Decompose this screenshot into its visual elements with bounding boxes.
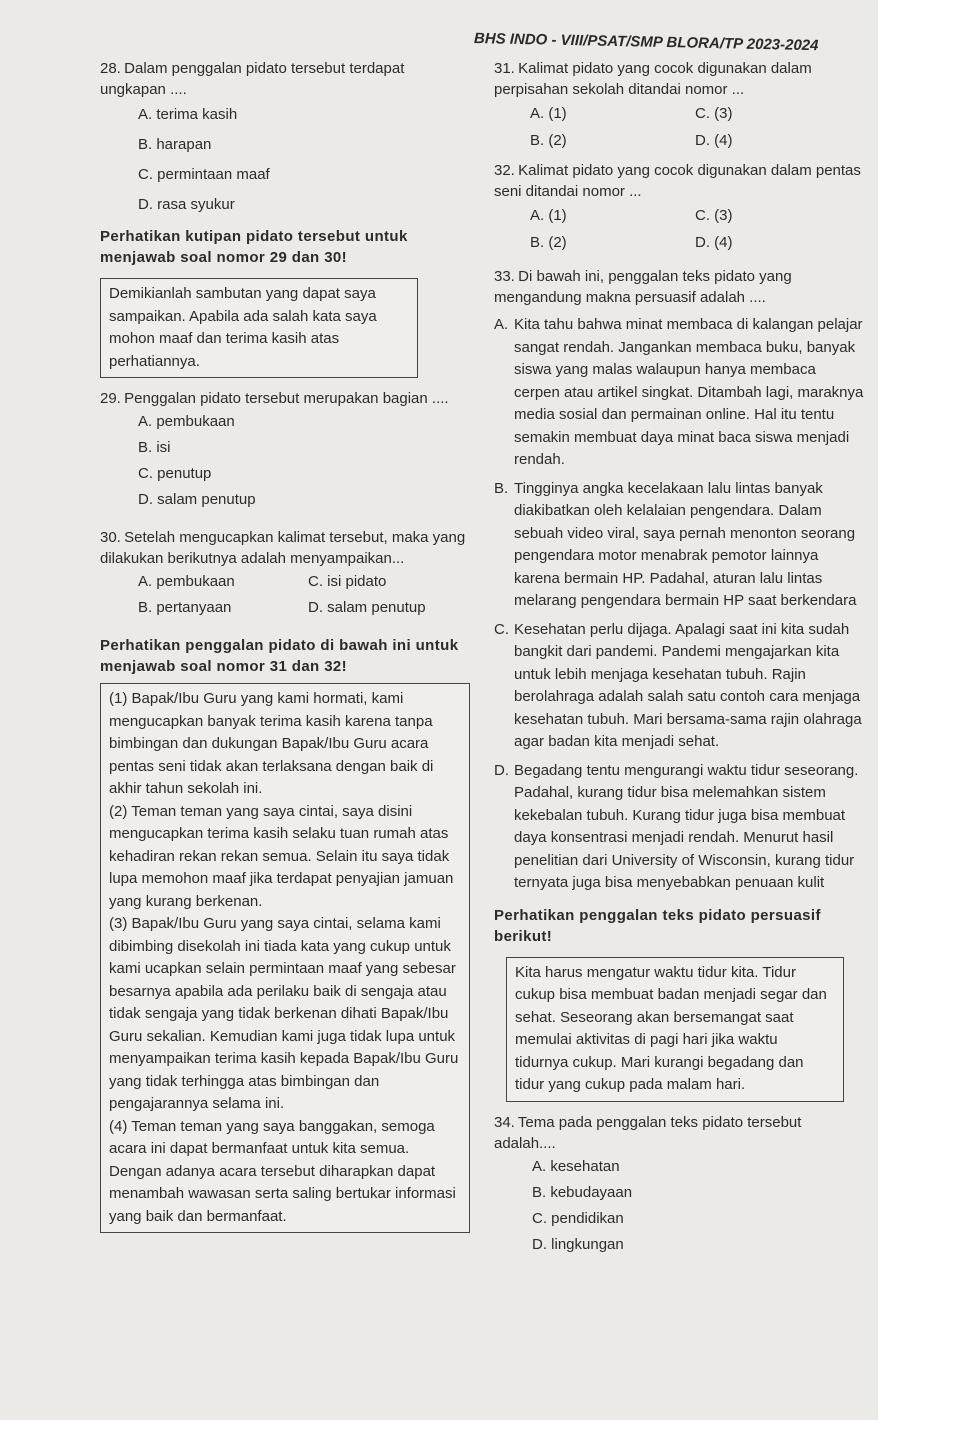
option-letter: B. (494, 479, 509, 497)
right-column (494, 58, 864, 1258)
option-b: B. (2) (530, 132, 567, 149)
option-text: Kita tahu bahwa minat membaca di kalangan pelajar sangat rendah. Jangankan membaca buku, banyak siswa yang malas walaupun hanya membaca cerpen atau artikel singkat. Ditambah lagi, maraknya media sosial dan permainan online. Hal itu tentu semakin membuat daya minat baca siswa menjadi rendah. (514, 316, 864, 468)
option-d: D. salam penutup (138, 491, 256, 508)
option-b: B. kebudayaan (532, 1183, 633, 1201)
question-text: Di bawah ini, penggalan teks pidato yang mengandung makna persuasif adalah .... (494, 268, 792, 306)
option-c: C. permintaan maaf (138, 166, 270, 183)
option-a: A. terima kasih (138, 106, 238, 123)
instruction-29-30: Perhatikan kutipan pidato tersebut untuk menjawab soal nomor 29 dan 30! (100, 228, 408, 266)
option-a: A. pembukaan (138, 573, 235, 590)
question-text: Penggalan pidato tersebut merupakan bagian .... (124, 390, 449, 407)
option-d: D. salam penutup (308, 599, 426, 616)
option-d (494, 760, 864, 895)
question-text: Tema pada penggalan teks pidato tersebut adalah.... (494, 1113, 802, 1152)
option-text: Begadang tentu mengurangi waktu tidur seseorang. Padahal, kurang tidur bisa melemahkan sistem kekebalan tubuh. Kurang tidur juga bisa membuat daya konsentrasi menjadi rendah. Menurut hasil penelitian dari University of Wisconsin, kurang tidur ternyata juga bisa menyebabkan penuaan kulit (514, 761, 859, 891)
passage-paragraph-4: (4) Teman teman yang saya banggakan, semoga acara ini dapat bermanfaat untuk kita semua. Dengan adanya acara tersebut diharapkan dapat menambah wawasan serta saling bertukar informasi yang baik dan bermanfaat. (109, 1117, 456, 1225)
option-d: D. lingkungan (532, 1235, 624, 1253)
option-b: B. pertanyaan (138, 599, 232, 616)
option-letter: D. (494, 761, 509, 779)
option-c: C. (3) (695, 207, 733, 224)
passage-paragraph-3: (3) Bapak/Ibu Guru yang saya cintai, selama kami dibimbing disekolah ini tiada kata yang cukup untuk kami ucapkan selain permintaan maaf yang sebesar besarnya apabila ada perilaku baik di sengaja atau tidak sengaja yang tidak berkenan dihati Bapak/Ibu Guru sekalian. Kemudian kami juga tidak lupa untuk menyampaikan terima kasih kepada Bapak/Ibu Guru yang tidak terhingga atas bimbingan dan pengajarannya selama ini. (109, 915, 459, 1112)
option-b: B. (2) (530, 234, 567, 251)
option-letter: A. (494, 316, 509, 333)
option-text: Kesehatan perlu dijaga. Apalagi saat ini kita sudah bangkit dari pandemi. Pandemi mengajarkan kita untuk lebih menjaga kesehatan tubuh. Rajin berolahraga adalah salah satu contoh cara menjaga kesehatan tubuh. Mari bersama-sama rajin olahraga agar badan kita menjadi sehat. (514, 620, 862, 750)
option-b: B. harapan (138, 136, 212, 153)
question-number: 32. (494, 162, 515, 179)
instruction-34: Perhatikan penggalan teks pidato persuasif berikut! (494, 906, 821, 945)
question-32 (494, 160, 864, 256)
option-a: A. pembukaan (138, 413, 235, 430)
option-a: A. (1) (530, 207, 567, 224)
question-number: 34. (494, 1113, 515, 1131)
option-c: C. penutup (138, 465, 212, 482)
question-text: Dalam penggalan pidato tersebut terdapat ungkapan .... (100, 60, 405, 98)
option-text: Tingginya angka kecelakaan lalu lintas banyak diakibatkan oleh kelalaian pengendara. Dalam sebuah video viral, saya pernah menonton seorang pengendara motor menabrak pemotor lainnya karena bermain HP. Padahal, aturan lalu lintas melarang pengendara bermain HP saat berkendara (514, 479, 857, 609)
option-a (494, 314, 864, 472)
question-31 (494, 58, 864, 154)
question-number: 28. (100, 60, 121, 77)
question-number: 30. (100, 529, 121, 546)
options-grid (494, 202, 864, 256)
option-b (494, 478, 864, 613)
question-text: Kalimat pidato yang cocok digunakan dalam pentas seni ditandai nomor ... (494, 162, 861, 200)
option-d: D. rasa syukur (138, 196, 235, 213)
option-c (494, 619, 864, 754)
question-34 (494, 1112, 864, 1258)
option-c: C. pendidikan (532, 1209, 624, 1227)
question-33 (494, 266, 864, 895)
persuasive-excerpt-box: Kita harus mengatur waktu tidur kita. Tidur cukup bisa membuat badan menjadi segar dan sehat. Seseorang akan bersemangat saat memulai aktivitas di pagi hari jika waktu tidurnya cukup. Mari kurangi begadang dan tidur yang cukup pada malam hari. (506, 957, 844, 1102)
options-grid (100, 569, 470, 621)
option-letter: C. (494, 620, 509, 638)
option-c: C. isi pidato (308, 573, 387, 590)
options-grid (494, 100, 864, 154)
option-a: A. kesehatan (532, 1157, 620, 1175)
question-number: 33. (494, 268, 515, 285)
option-c: C. (3) (695, 105, 733, 122)
question-number: 29. (100, 390, 121, 407)
passage-paragraph-2: (2) Teman teman yang saya cintai, saya disini mengucapkan terima kasih selaku tuan rumah atas kehadiran rekan rekan semua. Selain itu saya tidak lupa memohon maaf jika terdapat penyajian jamuan yang kurang berkenan. (109, 802, 454, 910)
question-number: 31. (494, 60, 515, 77)
instruction-31-32: Perhatikan penggalan pidato di bawah ini untuk menjawab soal nomor 31 dan 32! (100, 637, 459, 675)
speech-excerpt-box: Demikianlah sambutan yang dapat saya sampaikan. Apabila ada salah kata saya mohon maaf dan terima kasih atas perhatiannya. (100, 278, 418, 378)
question-28 (100, 58, 470, 220)
option-b: B. isi (138, 439, 171, 456)
passage-paragraph-1: (1) Bapak/Ibu Guru yang kami hormati, kami mengucapkan banyak terima kasih karena tanpa bimbingan dan dukungan Bapak/Ibu Guru acara pentas seni tidak akan terlaksana dengan baik di akhir tahun sekolah ini. (109, 690, 434, 797)
question-30 (100, 527, 470, 621)
question-29 (100, 388, 470, 513)
option-d: D. (4) (695, 132, 733, 149)
question-text: Kalimat pidato yang cocok digunakan dalam perpisahan sekolah ditandai nomor ... (494, 60, 812, 98)
left-column (100, 58, 470, 1233)
page-header: BHS INDO - VIII/PSAT/SMP BLORA/TP 2023-2024 (473, 30, 819, 55)
speech-passage-box (100, 683, 470, 1233)
option-d: D. (4) (695, 234, 733, 251)
question-text: Setelah mengucapkan kalimat tersebut, maka yang dilakukan berikutnya adalah menyampaikan... (100, 529, 466, 567)
option-a: A. (1) (530, 105, 567, 122)
